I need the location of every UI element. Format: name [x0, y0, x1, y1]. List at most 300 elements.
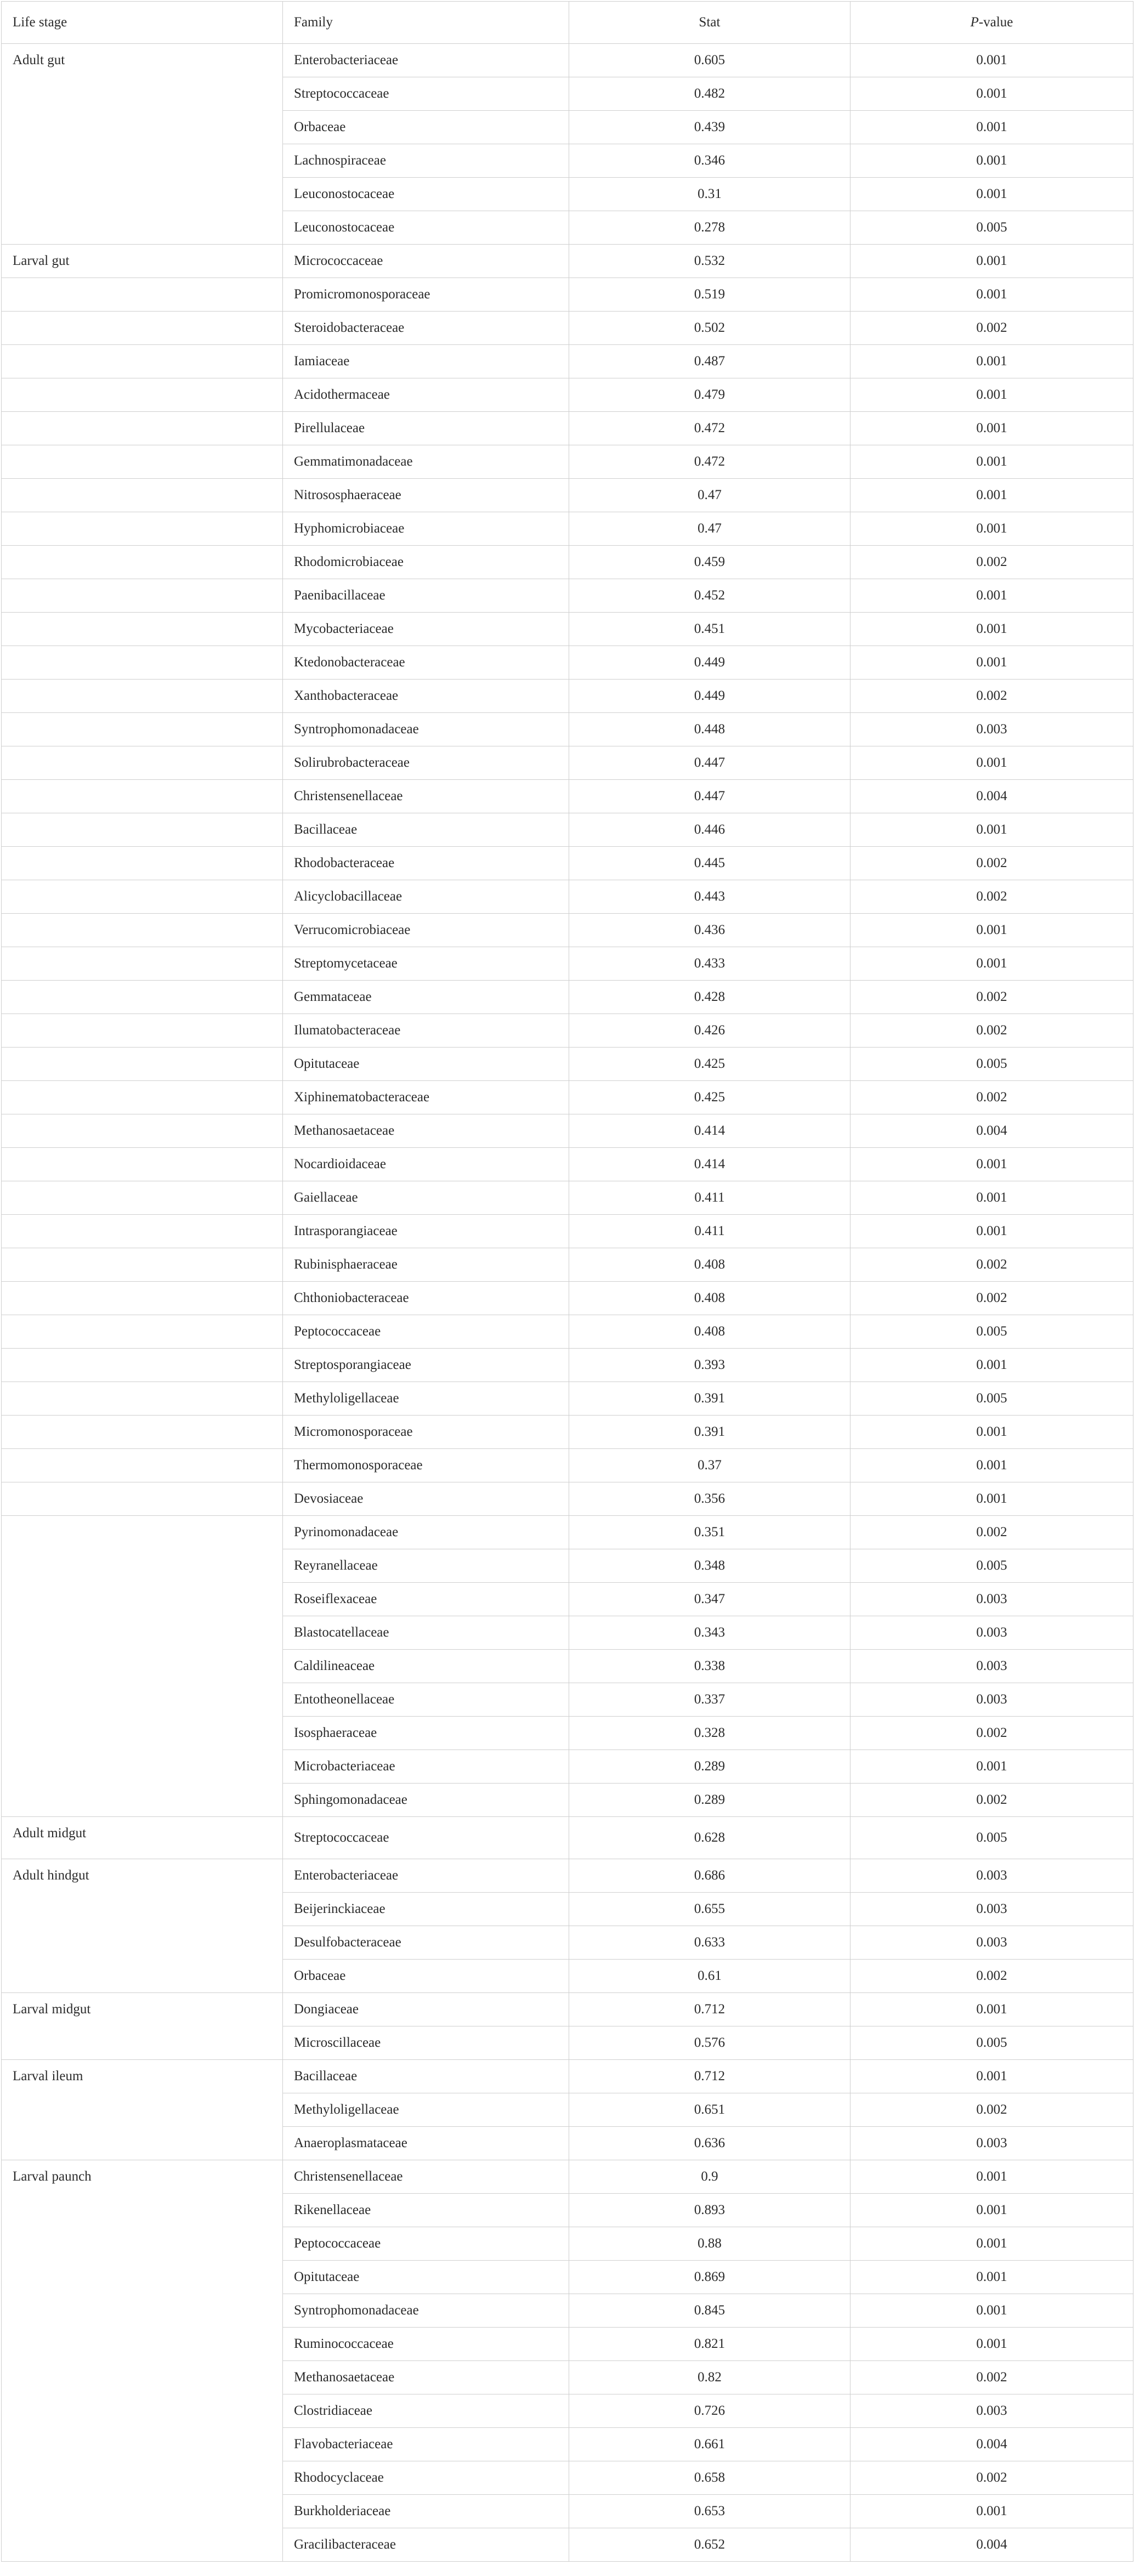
- family-cell: Hyphomicrobiaceae: [283, 512, 569, 546]
- table-row: [2, 2060, 1133, 2093]
- stat-cell: 0.393: [569, 1349, 850, 1382]
- p-value-cell: 0.004: [850, 2528, 1133, 2562]
- life-stage-empty-cell: [2, 312, 283, 345]
- stat-cell: 0.391: [569, 1382, 850, 1416]
- table-row: [2, 445, 1133, 479]
- stat-cell: 0.845: [569, 2294, 850, 2328]
- stat-cell: 0.408: [569, 1282, 850, 1315]
- p-value-cell: 0.003: [850, 1583, 1133, 1616]
- life-stage-empty-cell: [2, 1482, 283, 1516]
- life-stage-empty-cell: [2, 746, 283, 780]
- life-stage-empty-cell: [2, 914, 283, 947]
- stat-cell: 0.482: [569, 77, 850, 111]
- table-row: [2, 44, 1133, 77]
- stat-cell: 0.9: [569, 2160, 850, 2194]
- stat-cell: 0.487: [569, 345, 850, 378]
- p-value-cell: 0.001: [850, 2227, 1133, 2261]
- family-cell: Alicyclobacillaceae: [283, 880, 569, 914]
- stat-cell: 0.519: [569, 278, 850, 312]
- p-value-cell: 0.001: [850, 345, 1133, 378]
- stat-cell: 0.576: [569, 2026, 850, 2060]
- table-row: [2, 780, 1133, 813]
- p-value-cell: 0.001: [850, 144, 1133, 178]
- family-cell: Paenibacillaceae: [283, 579, 569, 613]
- family-cell: Sphingomonadaceae: [283, 1784, 569, 1817]
- family-cell: Christensenellaceae: [283, 780, 569, 813]
- p-value-cell: 0.002: [850, 981, 1133, 1014]
- family-cell: Reyranellaceae: [283, 1549, 569, 1583]
- life-stage-empty-cell: [2, 445, 283, 479]
- header-life-stage: Life stage: [2, 2, 283, 44]
- p-value-cell: 0.002: [850, 312, 1133, 345]
- life-stage-empty-cell: [2, 847, 283, 880]
- family-cell: Nocardioidaceae: [283, 1148, 569, 1181]
- p-value-cell: 0.003: [850, 1683, 1133, 1717]
- table-row: [2, 312, 1133, 345]
- life-stage-empty-cell: [2, 1081, 283, 1114]
- family-cell: Rhodomicrobiaceae: [283, 546, 569, 579]
- table-row: [2, 345, 1133, 378]
- stat-cell: 0.436: [569, 914, 850, 947]
- life-stage-empty-cell: [2, 1349, 283, 1382]
- stat-cell: 0.532: [569, 245, 850, 278]
- p-value-cell: 0.003: [850, 1650, 1133, 1683]
- stat-cell: 0.633: [569, 1926, 850, 1960]
- stat-cell: 0.347: [569, 1583, 850, 1616]
- life-stage-empty-cell: [2, 1315, 283, 1349]
- stat-cell: 0.449: [569, 680, 850, 713]
- family-cell: Pyrinomonadaceae: [283, 1516, 569, 1549]
- family-cell: Syntrophomonadaceae: [283, 2294, 569, 2328]
- p-value-cell: 0.001: [850, 1349, 1133, 1382]
- p-value-cell: 0.005: [850, 1817, 1133, 1859]
- life-stage-cell: Adult hindgut: [2, 1859, 283, 1993]
- stat-cell: 0.439: [569, 111, 850, 144]
- p-value-cell: 0.001: [850, 947, 1133, 981]
- stat-cell: 0.338: [569, 1650, 850, 1683]
- table-row: [2, 512, 1133, 546]
- life-stage-empty-cell: [2, 479, 283, 512]
- family-cell: Promicromonosporaceae: [283, 278, 569, 312]
- stat-cell: 0.47: [569, 479, 850, 512]
- table-row: [2, 880, 1133, 914]
- stat-cell: 0.408: [569, 1315, 850, 1349]
- p-value-cell: 0.001: [850, 245, 1133, 278]
- p-value-cell: 0.002: [850, 847, 1133, 880]
- stat-cell: 0.61: [569, 1960, 850, 1993]
- life-stage-cell: Adult gut: [2, 44, 283, 245]
- stat-cell: 0.479: [569, 378, 850, 412]
- stat-cell: 0.726: [569, 2394, 850, 2428]
- p-value-cell: 0.002: [850, 546, 1133, 579]
- life-stage-cell: Adult midgut: [2, 1817, 283, 1859]
- p-value-cell: 0.001: [850, 445, 1133, 479]
- table-row: [2, 746, 1133, 780]
- family-cell: Streptococcaceae: [283, 77, 569, 111]
- life-stage-empty-cell: [2, 813, 283, 847]
- family-cell: Peptococcaceae: [283, 2227, 569, 2261]
- table-row: [2, 245, 1133, 278]
- life-stage-empty-cell: [2, 1014, 283, 1048]
- stat-cell: 0.428: [569, 981, 850, 1014]
- family-cell: Leuconostocaceae: [283, 211, 569, 245]
- table-row: [2, 1817, 1133, 1859]
- p-value-cell: 0.001: [850, 412, 1133, 445]
- p-value-cell: 0.002: [850, 680, 1133, 713]
- p-value-cell: 0.001: [850, 44, 1133, 77]
- p-value-cell: 0.001: [850, 2328, 1133, 2361]
- life-stage-empty-cell: [2, 780, 283, 813]
- stat-cell: 0.278: [569, 211, 850, 245]
- table-row: [2, 1282, 1133, 1315]
- table-row: [2, 1114, 1133, 1148]
- p-value-cell: 0.001: [850, 2060, 1133, 2093]
- header-family: Family: [283, 2, 569, 44]
- life-stage-cell: Larval gut: [2, 245, 283, 278]
- stat-cell: 0.343: [569, 1616, 850, 1650]
- p-value-cell: 0.002: [850, 1081, 1133, 1114]
- p-value-cell: 0.002: [850, 1248, 1133, 1282]
- p-value-cell: 0.005: [850, 211, 1133, 245]
- p-value-cell: 0.001: [850, 2495, 1133, 2528]
- family-cell: Roseiflexaceae: [283, 1583, 569, 1616]
- family-cell: Rikenellaceae: [283, 2194, 569, 2227]
- table-row: [2, 947, 1133, 981]
- life-stage-empty-cell: [2, 512, 283, 546]
- stat-cell: 0.411: [569, 1181, 850, 1215]
- family-cell: Micrococcaceae: [283, 245, 569, 278]
- table-row: [2, 579, 1133, 613]
- family-cell: Gemmataceae: [283, 981, 569, 1014]
- stat-cell: 0.348: [569, 1549, 850, 1583]
- p-value-cell: 0.002: [850, 880, 1133, 914]
- family-cell: Clostridiaceae: [283, 2394, 569, 2428]
- p-value-cell: 0.005: [850, 1382, 1133, 1416]
- stat-cell: 0.472: [569, 412, 850, 445]
- stat-cell: 0.356: [569, 1482, 850, 1516]
- stat-cell: 0.661: [569, 2428, 850, 2461]
- family-cell: Streptosporangiaceae: [283, 1349, 569, 1382]
- p-value-cell: 0.005: [850, 1549, 1133, 1583]
- table-row: [2, 1993, 1133, 2026]
- stat-cell: 0.31: [569, 178, 850, 211]
- table-row: [2, 1048, 1133, 1081]
- p-value-cell: 0.003: [850, 1926, 1133, 1960]
- table-row: [2, 1215, 1133, 1248]
- family-cell: Orbaceae: [283, 111, 569, 144]
- table-row: [2, 378, 1133, 412]
- table-row: [2, 412, 1133, 445]
- family-cell: Thermomonosporaceae: [283, 1449, 569, 1482]
- life-stage-cell: Larval ileum: [2, 2060, 283, 2160]
- family-cell: Ilumatobacteraceae: [283, 1014, 569, 1048]
- family-cell: Blastocatellaceae: [283, 1616, 569, 1650]
- table-row: [2, 2160, 1133, 2194]
- stat-cell: 0.47: [569, 512, 850, 546]
- stat-cell: 0.653: [569, 2495, 850, 2528]
- p-value-cell: 0.001: [850, 2294, 1133, 2328]
- stat-cell: 0.445: [569, 847, 850, 880]
- stat-cell: 0.712: [569, 2060, 850, 2093]
- table-row: [2, 1449, 1133, 1482]
- table-row: [2, 813, 1133, 847]
- table-row: [2, 1859, 1133, 1893]
- stat-cell: 0.893: [569, 2194, 850, 2227]
- life-stage-empty-cell: [2, 947, 283, 981]
- p-value-cell: 0.002: [850, 1960, 1133, 1993]
- life-stage-empty-cell: [2, 613, 283, 646]
- family-cell: Anaeroplasmataceae: [283, 2127, 569, 2160]
- table-row: [2, 278, 1133, 312]
- p-value-cell: 0.002: [850, 1784, 1133, 1817]
- table-row: [2, 1516, 1133, 1549]
- header-p-suffix: -value: [978, 15, 1013, 30]
- table-row: [2, 1248, 1133, 1282]
- p-value-cell: 0.001: [850, 111, 1133, 144]
- life-stage-empty-cell: [2, 981, 283, 1014]
- table-row: [2, 613, 1133, 646]
- table-row: [2, 1081, 1133, 1114]
- stat-cell: 0.37: [569, 1449, 850, 1482]
- stat-cell: 0.88: [569, 2227, 850, 2261]
- family-cell: Micromonosporaceae: [283, 1416, 569, 1449]
- stat-cell: 0.433: [569, 947, 850, 981]
- family-cell: Desulfobacteraceae: [283, 1926, 569, 1960]
- family-cell: Ruminococcaceae: [283, 2328, 569, 2361]
- p-value-cell: 0.003: [850, 2127, 1133, 2160]
- stat-cell: 0.686: [569, 1859, 850, 1893]
- p-value-cell: 0.002: [850, 2093, 1133, 2127]
- family-cell: Enterobacteriaceae: [283, 1859, 569, 1893]
- family-cell: Opitutaceae: [283, 2261, 569, 2294]
- p-value-cell: 0.002: [850, 1717, 1133, 1750]
- p-value-cell: 0.003: [850, 2394, 1133, 2428]
- p-value-cell: 0.001: [850, 1449, 1133, 1482]
- family-cell: Intrasporangiaceae: [283, 1215, 569, 1248]
- table-row: [2, 713, 1133, 746]
- life-stage-empty-cell: [2, 1416, 283, 1449]
- family-cell: Streptococcaceae: [283, 1817, 569, 1859]
- life-stage-empty-cell: [2, 1516, 283, 1817]
- family-cell: Rhodocyclaceae: [283, 2461, 569, 2495]
- p-value-cell: 0.001: [850, 646, 1133, 680]
- p-value-cell: 0.001: [850, 813, 1133, 847]
- family-cell: Acidothermaceae: [283, 378, 569, 412]
- p-value-cell: 0.001: [850, 278, 1133, 312]
- p-value-cell: 0.001: [850, 1148, 1133, 1181]
- family-cell: Opitutaceae: [283, 1048, 569, 1081]
- family-cell: Verrucomicrobiaceae: [283, 914, 569, 947]
- stat-cell: 0.628: [569, 1817, 850, 1859]
- p-value-cell: 0.004: [850, 1114, 1133, 1148]
- family-cell: Lachnospiraceae: [283, 144, 569, 178]
- p-value-cell: 0.001: [850, 512, 1133, 546]
- stat-cell: 0.452: [569, 579, 850, 613]
- table-row: [2, 981, 1133, 1014]
- p-value-cell: 0.001: [850, 479, 1133, 512]
- stat-cell: 0.426: [569, 1014, 850, 1048]
- stat-cell: 0.414: [569, 1114, 850, 1148]
- family-cell: Gaiellaceae: [283, 1181, 569, 1215]
- stat-cell: 0.446: [569, 813, 850, 847]
- stat-cell: 0.443: [569, 880, 850, 914]
- stat-cell: 0.337: [569, 1683, 850, 1717]
- life-stage-empty-cell: [2, 1282, 283, 1315]
- life-stage-empty-cell: [2, 345, 283, 378]
- life-stage-empty-cell: [2, 713, 283, 746]
- family-cell: Microscillaceae: [283, 2026, 569, 2060]
- family-cell: Microbacteriaceae: [283, 1750, 569, 1784]
- header-p-italic: P: [970, 15, 979, 30]
- family-cell: Pirellulaceae: [283, 412, 569, 445]
- stat-cell: 0.328: [569, 1717, 850, 1750]
- life-stage-empty-cell: [2, 1048, 283, 1081]
- family-cell: Nitrososphaeraceae: [283, 479, 569, 512]
- stat-cell: 0.605: [569, 44, 850, 77]
- stat-cell: 0.821: [569, 2328, 850, 2361]
- table-body: [2, 44, 1133, 2562]
- family-cell: Ktedonobacteraceae: [283, 646, 569, 680]
- family-cell: Bacillaceae: [283, 2060, 569, 2093]
- p-value-cell: 0.001: [850, 1181, 1133, 1215]
- table-row: [2, 1181, 1133, 1215]
- p-value-cell: 0.003: [850, 1893, 1133, 1926]
- life-stage-empty-cell: [2, 1114, 283, 1148]
- p-value-cell: 0.001: [850, 746, 1133, 780]
- family-cell: Methanosaetaceae: [283, 2361, 569, 2394]
- p-value-cell: 0.001: [850, 1416, 1133, 1449]
- family-cell: Solirubrobacteraceae: [283, 746, 569, 780]
- p-value-cell: 0.001: [850, 178, 1133, 211]
- stat-cell: 0.869: [569, 2261, 850, 2294]
- stat-cell: 0.289: [569, 1784, 850, 1817]
- stat-cell: 0.459: [569, 546, 850, 579]
- p-value-cell: 0.001: [850, 1215, 1133, 1248]
- stat-cell: 0.451: [569, 613, 850, 646]
- table-row: [2, 479, 1133, 512]
- table-row: [2, 1349, 1133, 1382]
- family-cell: Chthoniobacteraceae: [283, 1282, 569, 1315]
- header-p-value: [850, 2, 1133, 44]
- family-cell: Flavobacteriaceae: [283, 2428, 569, 2461]
- life-stage-empty-cell: [2, 1382, 283, 1416]
- stat-cell: 0.447: [569, 780, 850, 813]
- stat-cell: 0.449: [569, 646, 850, 680]
- stat-cell: 0.652: [569, 2528, 850, 2562]
- family-cell: Rhodobacteraceae: [283, 847, 569, 880]
- stat-cell: 0.502: [569, 312, 850, 345]
- family-cell: Steroidobacteraceae: [283, 312, 569, 345]
- p-value-cell: 0.002: [850, 2461, 1133, 2495]
- family-cell: Methanosaetaceae: [283, 1114, 569, 1148]
- life-stage-cell: Larval midgut: [2, 1993, 283, 2060]
- life-stage-empty-cell: [2, 412, 283, 445]
- life-stage-empty-cell: [2, 1248, 283, 1282]
- stat-cell: 0.425: [569, 1048, 850, 1081]
- stat-cell: 0.472: [569, 445, 850, 479]
- stat-cell: 0.651: [569, 2093, 850, 2127]
- p-value-cell: 0.003: [850, 713, 1133, 746]
- p-value-cell: 0.003: [850, 1859, 1133, 1893]
- stat-cell: 0.408: [569, 1248, 850, 1282]
- p-value-cell: 0.001: [850, 613, 1133, 646]
- family-cell: Gracilibacteraceae: [283, 2528, 569, 2562]
- stat-cell: 0.289: [569, 1750, 850, 1784]
- family-cell: Methyloligellaceae: [283, 1382, 569, 1416]
- family-cell: Orbaceae: [283, 1960, 569, 1993]
- life-stage-empty-cell: [2, 378, 283, 412]
- p-value-cell: 0.002: [850, 1516, 1133, 1549]
- table-row: [2, 1482, 1133, 1516]
- header-row: [2, 2, 1133, 44]
- indicator-species-table: [1, 1, 1133, 2562]
- family-cell: Bacillaceae: [283, 813, 569, 847]
- p-value-cell: 0.001: [850, 914, 1133, 947]
- family-cell: Xiphinematobacteraceae: [283, 1081, 569, 1114]
- family-cell: Caldilineaceae: [283, 1650, 569, 1683]
- family-cell: Isosphaeraceae: [283, 1717, 569, 1750]
- stat-cell: 0.82: [569, 2361, 850, 2394]
- stat-cell: 0.712: [569, 1993, 850, 2026]
- p-value-cell: 0.001: [850, 2261, 1133, 2294]
- stat-cell: 0.351: [569, 1516, 850, 1549]
- p-value-cell: 0.001: [850, 2160, 1133, 2194]
- family-cell: Dongiaceae: [283, 1993, 569, 2026]
- family-cell: Enterobacteriaceae: [283, 44, 569, 77]
- life-stage-empty-cell: [2, 1148, 283, 1181]
- table-row: [2, 1014, 1133, 1048]
- life-stage-empty-cell: [2, 278, 283, 312]
- family-cell: Rubinisphaeraceae: [283, 1248, 569, 1282]
- p-value-cell: 0.001: [850, 1750, 1133, 1784]
- family-cell: Beijerinckiaceae: [283, 1893, 569, 1926]
- life-stage-empty-cell: [2, 546, 283, 579]
- family-cell: Methyloligellaceae: [283, 2093, 569, 2127]
- family-cell: Christensenellaceae: [283, 2160, 569, 2194]
- family-cell: Syntrophomonadaceae: [283, 713, 569, 746]
- p-value-cell: 0.005: [850, 1048, 1133, 1081]
- p-value-cell: 0.001: [850, 1482, 1133, 1516]
- stat-cell: 0.391: [569, 1416, 850, 1449]
- p-value-cell: 0.005: [850, 1315, 1133, 1349]
- table-row: [2, 1382, 1133, 1416]
- stat-cell: 0.425: [569, 1081, 850, 1114]
- family-cell: Xanthobacteraceae: [283, 680, 569, 713]
- table-row: [2, 1315, 1133, 1349]
- p-value-cell: 0.001: [850, 579, 1133, 613]
- family-cell: Leuconostocaceae: [283, 178, 569, 211]
- stat-cell: 0.411: [569, 1215, 850, 1248]
- life-stage-empty-cell: [2, 1181, 283, 1215]
- family-cell: Peptococcaceae: [283, 1315, 569, 1349]
- stat-cell: 0.414: [569, 1148, 850, 1181]
- life-stage-empty-cell: [2, 1215, 283, 1248]
- family-cell: Burkholderiaceae: [283, 2495, 569, 2528]
- p-value-cell: 0.002: [850, 1014, 1133, 1048]
- p-value-cell: 0.002: [850, 2361, 1133, 2394]
- table-row: [2, 680, 1133, 713]
- table-row: [2, 1148, 1133, 1181]
- life-stage-cell: Larval paunch: [2, 2160, 283, 2562]
- p-value-cell: 0.001: [850, 77, 1133, 111]
- table-row: [2, 646, 1133, 680]
- p-value-cell: 0.004: [850, 780, 1133, 813]
- life-stage-empty-cell: [2, 579, 283, 613]
- p-value-cell: 0.005: [850, 2026, 1133, 2060]
- stat-cell: 0.658: [569, 2461, 850, 2495]
- stat-cell: 0.655: [569, 1893, 850, 1926]
- table-row: [2, 914, 1133, 947]
